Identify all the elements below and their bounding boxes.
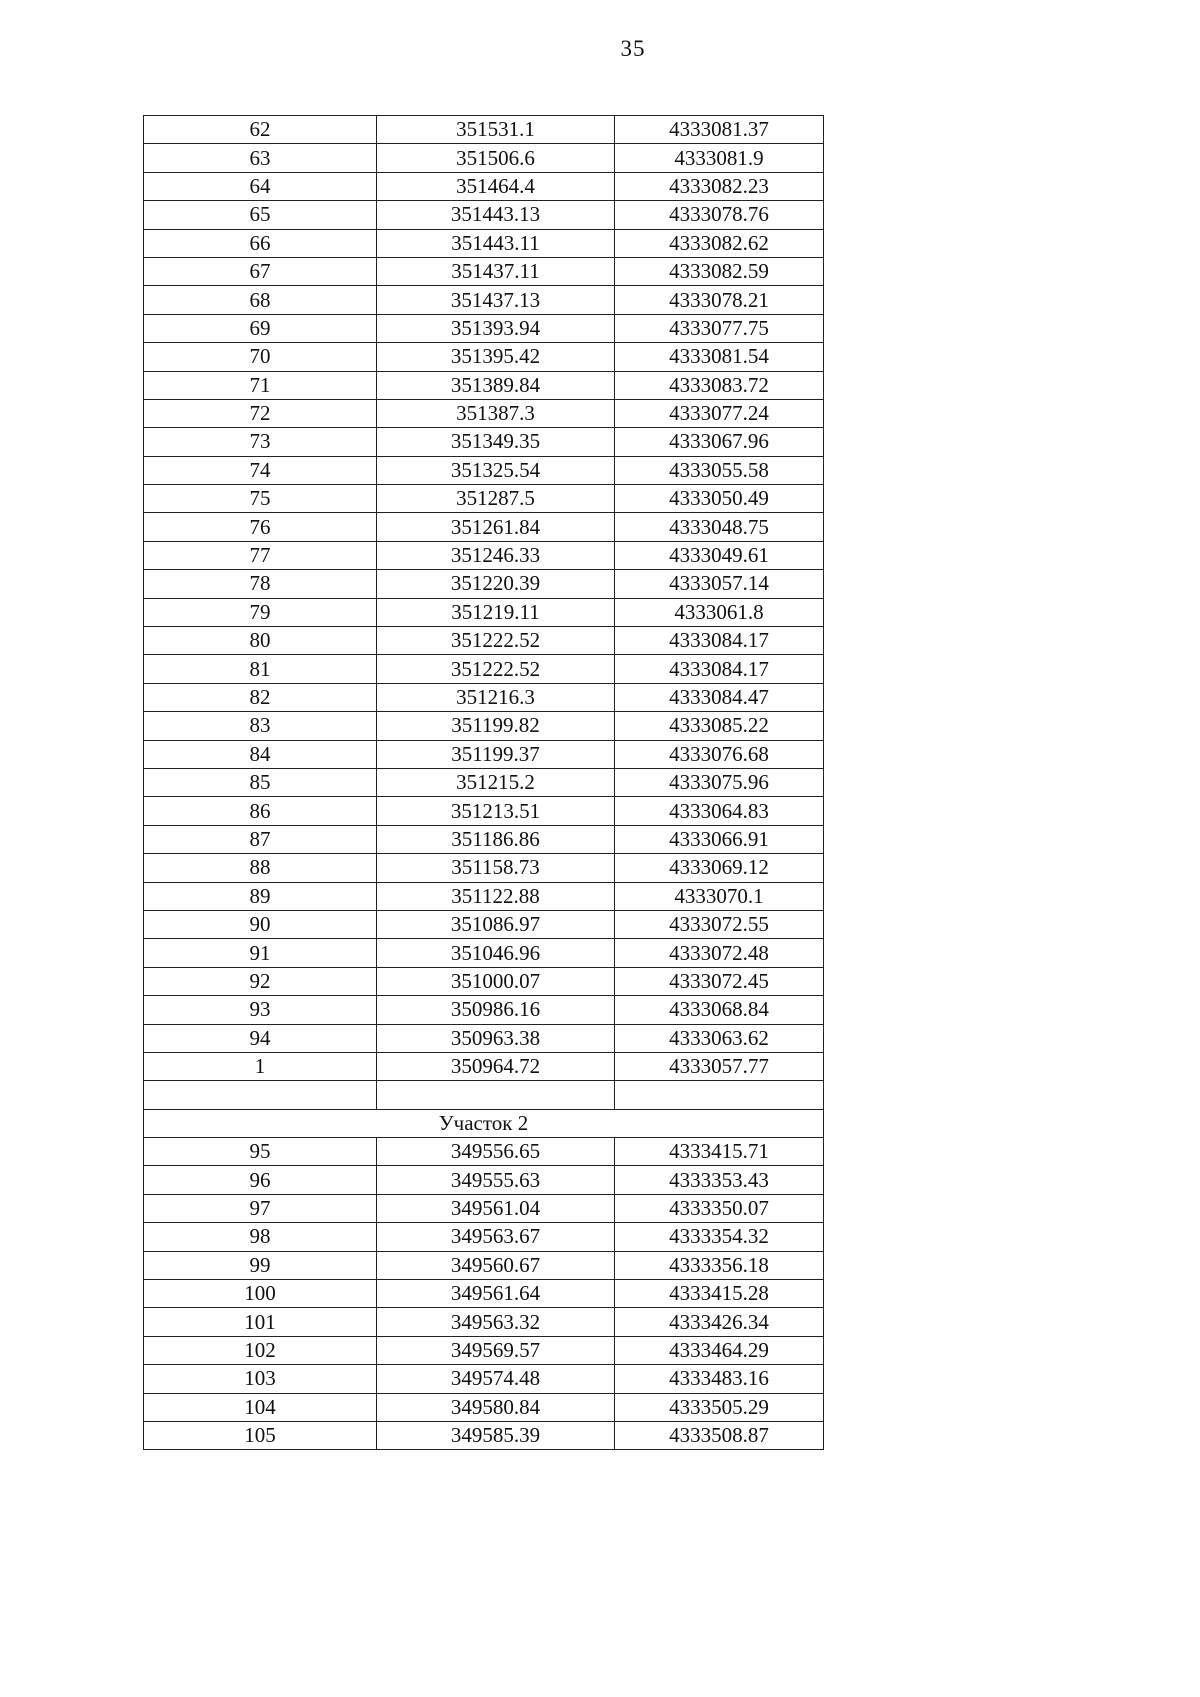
point-number-cell: 89 (144, 882, 377, 910)
y-coordinate-cell: 4333061.8 (615, 598, 824, 626)
point-number-cell: 98 (144, 1223, 377, 1251)
section-header-row (144, 1109, 824, 1137)
y-coordinate-cell: 4333066.91 (615, 825, 824, 853)
table-row (144, 1223, 824, 1251)
table-row (144, 825, 824, 853)
coordinates-table-body (144, 116, 824, 1450)
x-coordinate-cell: 350986.16 (377, 996, 615, 1024)
table-row (144, 655, 824, 683)
x-coordinate-cell: 351437.11 (377, 257, 615, 285)
y-coordinate-cell: 4333077.75 (615, 314, 824, 342)
x-coordinate-cell: 349563.32 (377, 1308, 615, 1336)
point-number-cell: 68 (144, 286, 377, 314)
x-coordinate-cell: 349561.04 (377, 1194, 615, 1222)
point-number-cell: 102 (144, 1336, 377, 1364)
x-coordinate-cell: 351464.4 (377, 172, 615, 200)
x-coordinate-cell: 351393.94 (377, 314, 615, 342)
x-coordinate-cell: 351437.13 (377, 286, 615, 314)
y-coordinate-cell: 4333426.34 (615, 1308, 824, 1336)
point-number-cell: 1 (144, 1052, 377, 1080)
y-coordinate-cell: 4333072.45 (615, 967, 824, 995)
point-number-cell: 93 (144, 996, 377, 1024)
point-number-cell: 103 (144, 1365, 377, 1393)
point-number-cell: 97 (144, 1194, 377, 1222)
y-coordinate-cell: 4333354.32 (615, 1223, 824, 1251)
y-coordinate-cell: 4333069.12 (615, 854, 824, 882)
x-coordinate-cell: 351222.52 (377, 627, 615, 655)
x-coordinate-cell: 351287.5 (377, 485, 615, 513)
table-row (144, 1365, 824, 1393)
table-row (144, 1308, 824, 1336)
y-coordinate-cell: 4333070.1 (615, 882, 824, 910)
y-coordinate-cell: 4333078.76 (615, 201, 824, 229)
point-number-cell: 82 (144, 683, 377, 711)
y-coordinate-cell: 4333081.9 (615, 144, 824, 172)
y-coordinate-cell: 4333082.23 (615, 172, 824, 200)
y-coordinate-cell: 4333082.62 (615, 229, 824, 257)
y-coordinate-cell: 4333085.22 (615, 712, 824, 740)
point-number-cell: 85 (144, 768, 377, 796)
point-number-cell: 69 (144, 314, 377, 342)
point-number-cell: 63 (144, 144, 377, 172)
point-number-cell: 90 (144, 910, 377, 938)
y-coordinate-cell: 4333050.49 (615, 485, 824, 513)
y-coordinate-cell: 4333084.17 (615, 627, 824, 655)
point-number-cell: 67 (144, 257, 377, 285)
y-coordinate-cell: 4333508.87 (615, 1421, 824, 1449)
point-number-cell: 62 (144, 116, 377, 144)
table-row (144, 712, 824, 740)
table-row (144, 939, 824, 967)
table-row (144, 1024, 824, 1052)
x-coordinate-cell: 351000.07 (377, 967, 615, 995)
y-coordinate-cell: 4333083.72 (615, 371, 824, 399)
table-row (144, 343, 824, 371)
table-row (144, 797, 824, 825)
y-coordinate-cell: 4333072.48 (615, 939, 824, 967)
table-row (144, 541, 824, 569)
table-row (144, 399, 824, 427)
table-row (144, 116, 824, 144)
x-coordinate-cell: 351086.97 (377, 910, 615, 938)
point-number-cell: 88 (144, 854, 377, 882)
y-coordinate-cell: 4333063.62 (615, 1024, 824, 1052)
table-row (144, 1166, 824, 1194)
point-number-cell: 94 (144, 1024, 377, 1052)
table-row (144, 201, 824, 229)
point-number-cell: 100 (144, 1280, 377, 1308)
x-coordinate-cell: 351158.73 (377, 854, 615, 882)
x-coordinate-cell: 351122.88 (377, 882, 615, 910)
y-coordinate-cell: 4333064.83 (615, 797, 824, 825)
point-number-cell: 79 (144, 598, 377, 626)
table-row (144, 485, 824, 513)
point-number-cell: 96 (144, 1166, 377, 1194)
section-title: Участок 2 (144, 1109, 824, 1137)
table-row (144, 314, 824, 342)
table-row (144, 286, 824, 314)
x-coordinate-cell: 351246.33 (377, 541, 615, 569)
table-row (144, 910, 824, 938)
table-row (144, 428, 824, 456)
point-number-cell: 84 (144, 740, 377, 768)
table-row (144, 1280, 824, 1308)
point-number-cell: 101 (144, 1308, 377, 1336)
table-row (144, 683, 824, 711)
y-coordinate-cell: 4333084.17 (615, 655, 824, 683)
table-row (144, 1251, 824, 1279)
x-coordinate-cell: 351389.84 (377, 371, 615, 399)
x-coordinate-cell: 351222.52 (377, 655, 615, 683)
point-number-cell: 65 (144, 201, 377, 229)
y-coordinate-cell: 4333084.47 (615, 683, 824, 711)
table-row (144, 768, 824, 796)
y-coordinate-cell: 4333049.61 (615, 541, 824, 569)
table-row (144, 598, 824, 626)
y-coordinate-cell: 4333415.28 (615, 1280, 824, 1308)
x-coordinate-cell: 349561.64 (377, 1280, 615, 1308)
x-coordinate-cell: 349569.57 (377, 1336, 615, 1364)
x-coordinate-cell: 349556.65 (377, 1138, 615, 1166)
table-row (144, 229, 824, 257)
point-number-cell: 80 (144, 627, 377, 655)
x-coordinate-cell: 351261.84 (377, 513, 615, 541)
x-coordinate-cell: 351349.35 (377, 428, 615, 456)
y-coordinate-cell: 4333076.68 (615, 740, 824, 768)
x-coordinate-cell: 349563.67 (377, 1223, 615, 1251)
y-coordinate-cell: 4333057.14 (615, 570, 824, 598)
x-coordinate-cell: 349585.39 (377, 1421, 615, 1449)
point-number-cell: 76 (144, 513, 377, 541)
table-row (144, 627, 824, 655)
point-number-cell: 104 (144, 1393, 377, 1421)
x-coordinate-cell (377, 1081, 615, 1109)
table-row (144, 371, 824, 399)
y-coordinate-cell: 4333464.29 (615, 1336, 824, 1364)
y-coordinate-cell: 4333483.16 (615, 1365, 824, 1393)
x-coordinate-cell: 351531.1 (377, 116, 615, 144)
x-coordinate-cell: 351213.51 (377, 797, 615, 825)
x-coordinate-cell: 351325.54 (377, 456, 615, 484)
table-row (144, 1194, 824, 1222)
point-number-cell: 91 (144, 939, 377, 967)
point-number-cell: 99 (144, 1251, 377, 1279)
table-row (144, 456, 824, 484)
x-coordinate-cell: 351215.2 (377, 768, 615, 796)
x-coordinate-cell: 351199.37 (377, 740, 615, 768)
table-row (144, 144, 824, 172)
y-coordinate-cell: 4333356.18 (615, 1251, 824, 1279)
x-coordinate-cell: 351387.3 (377, 399, 615, 427)
point-number-cell: 64 (144, 172, 377, 200)
table-row (144, 854, 824, 882)
point-number-cell: 71 (144, 371, 377, 399)
table-row (144, 172, 824, 200)
point-number-cell: 81 (144, 655, 377, 683)
point-number-cell: 77 (144, 541, 377, 569)
page-number: 35 (620, 36, 646, 61)
point-number-cell: 73 (144, 428, 377, 456)
table-row (144, 882, 824, 910)
point-number-cell: 92 (144, 967, 377, 995)
table-row (144, 1393, 824, 1421)
x-coordinate-cell: 350964.72 (377, 1052, 615, 1080)
point-number-cell: 83 (144, 712, 377, 740)
x-coordinate-cell: 351506.6 (377, 144, 615, 172)
x-coordinate-cell: 349555.63 (377, 1166, 615, 1194)
point-number-cell: 105 (144, 1421, 377, 1449)
y-coordinate-cell (615, 1081, 824, 1109)
x-coordinate-cell: 351186.86 (377, 825, 615, 853)
y-coordinate-cell: 4333353.43 (615, 1166, 824, 1194)
x-coordinate-cell: 349560.67 (377, 1251, 615, 1279)
point-number-cell: 74 (144, 456, 377, 484)
table-row (144, 570, 824, 598)
y-coordinate-cell: 4333048.75 (615, 513, 824, 541)
table-row (144, 1421, 824, 1449)
y-coordinate-cell: 4333350.07 (615, 1194, 824, 1222)
y-coordinate-cell: 4333081.37 (615, 116, 824, 144)
x-coordinate-cell: 349580.84 (377, 1393, 615, 1421)
y-coordinate-cell: 4333067.96 (615, 428, 824, 456)
y-coordinate-cell: 4333082.59 (615, 257, 824, 285)
x-coordinate-cell: 351219.11 (377, 598, 615, 626)
point-number-cell: 86 (144, 797, 377, 825)
table-row (144, 1052, 824, 1080)
y-coordinate-cell: 4333057.77 (615, 1052, 824, 1080)
x-coordinate-cell: 349574.48 (377, 1365, 615, 1393)
table-row (144, 257, 824, 285)
y-coordinate-cell: 4333081.54 (615, 343, 824, 371)
x-coordinate-cell: 351199.82 (377, 712, 615, 740)
table-row (144, 1138, 824, 1166)
table-row (144, 740, 824, 768)
x-coordinate-cell: 351443.11 (377, 229, 615, 257)
x-coordinate-cell: 351395.42 (377, 343, 615, 371)
point-number-cell: 72 (144, 399, 377, 427)
table-row (144, 513, 824, 541)
table-row (144, 996, 824, 1024)
point-number-cell: 70 (144, 343, 377, 371)
y-coordinate-cell: 4333078.21 (615, 286, 824, 314)
x-coordinate-cell: 350963.38 (377, 1024, 615, 1052)
x-coordinate-cell: 351216.3 (377, 683, 615, 711)
point-number-cell: 95 (144, 1138, 377, 1166)
y-coordinate-cell: 4333415.71 (615, 1138, 824, 1166)
point-number-cell (144, 1081, 377, 1109)
y-coordinate-cell: 4333505.29 (615, 1393, 824, 1421)
x-coordinate-cell: 351046.96 (377, 939, 615, 967)
y-coordinate-cell: 4333075.96 (615, 768, 824, 796)
x-coordinate-cell: 351220.39 (377, 570, 615, 598)
coordinates-table (143, 115, 824, 1450)
point-number-cell: 87 (144, 825, 377, 853)
y-coordinate-cell: 4333068.84 (615, 996, 824, 1024)
point-number-cell: 75 (144, 485, 377, 513)
y-coordinate-cell: 4333077.24 (615, 399, 824, 427)
y-coordinate-cell: 4333072.55 (615, 910, 824, 938)
table-row (144, 967, 824, 995)
y-coordinate-cell: 4333055.58 (615, 456, 824, 484)
empty-row (144, 1081, 824, 1109)
point-number-cell: 66 (144, 229, 377, 257)
point-number-cell: 78 (144, 570, 377, 598)
table-row (144, 1336, 824, 1364)
x-coordinate-cell: 351443.13 (377, 201, 615, 229)
